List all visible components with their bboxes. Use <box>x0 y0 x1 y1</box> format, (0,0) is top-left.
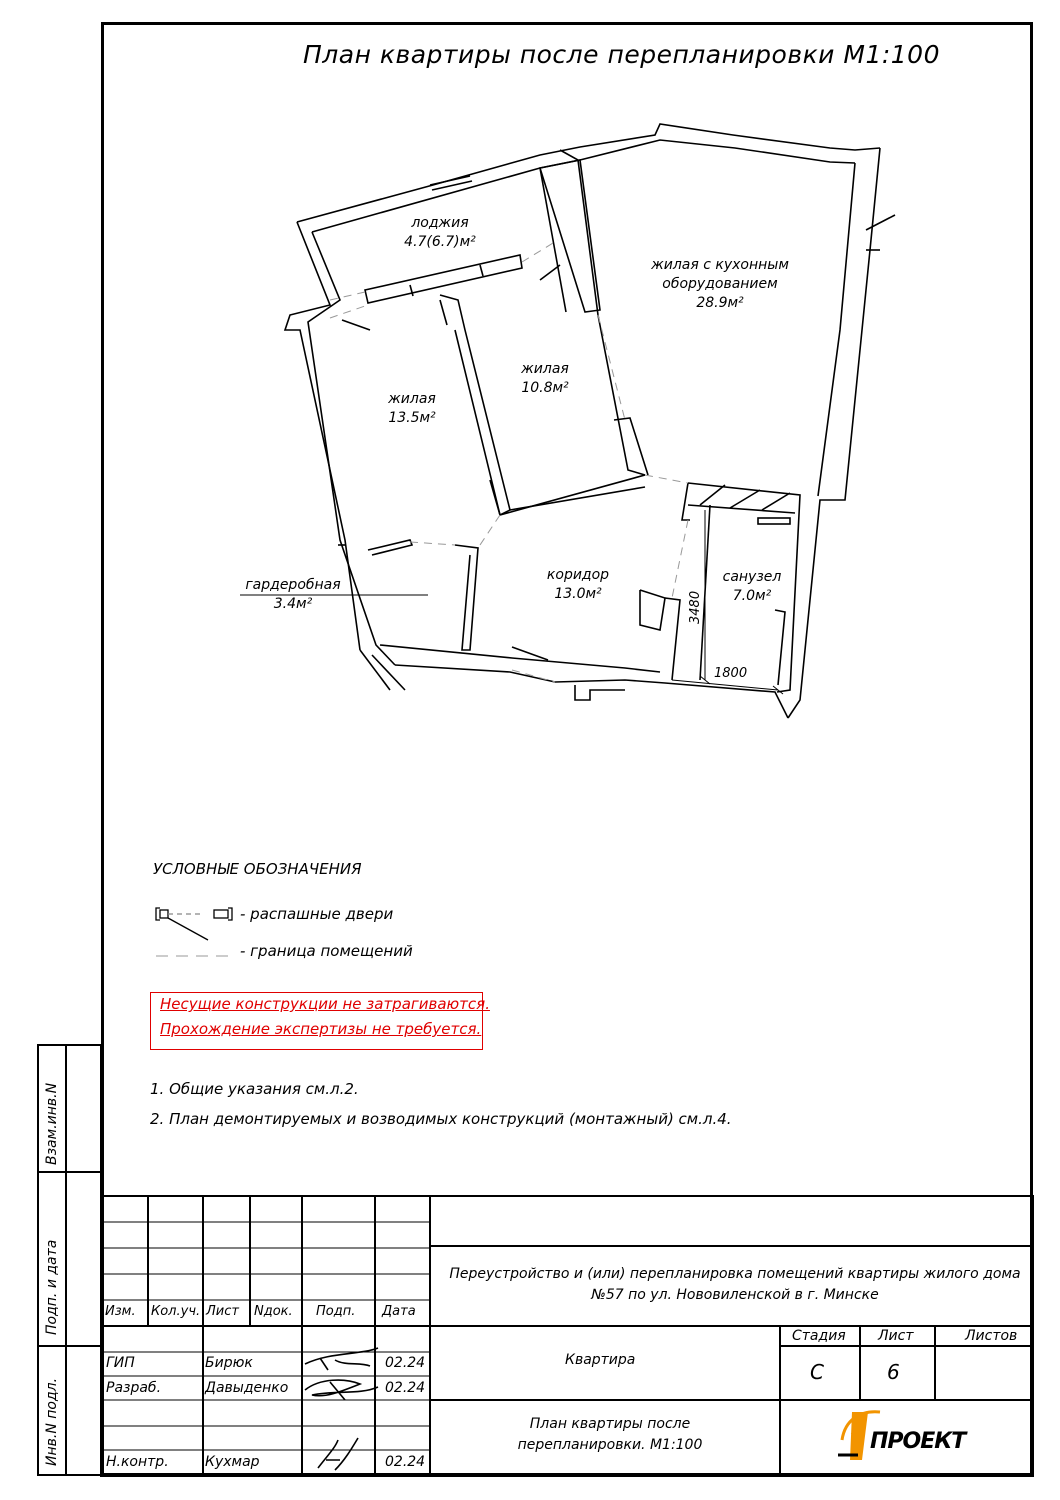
tb-date-nkontr: 02.24 <box>385 1454 426 1470</box>
room-kitchen-living-name-2: оборудованием <box>662 276 778 292</box>
notice-line-1: Несущие конструкции не затрагиваются. <box>160 995 490 1013</box>
wall-kitchen-loggia <box>540 160 600 312</box>
room-kitchen-living-area: 28.9м² <box>696 295 744 311</box>
wall-outer-top <box>297 124 880 222</box>
tb-project-line-2: №57 по ул. Нововиленской в г. Минске <box>591 1287 879 1303</box>
room-living-small <box>505 360 585 398</box>
wall-living-small-bottom <box>500 475 645 515</box>
note-1: 1. Общие указания см.л.2. <box>150 1080 359 1098</box>
legend-heading: УСЛОВНЫЕ ОБОЗНАЧЕНИЯ <box>153 860 362 878</box>
room-bathroom-name: санузел <box>722 569 782 585</box>
room-wardrobe <box>238 576 348 614</box>
room-living-small-name: жилая <box>521 361 569 377</box>
tb-sheet-title <box>460 1414 760 1456</box>
room-wardrobe-area: 3.4м² <box>273 596 313 612</box>
note-2: 2. План демонтируемых и возводимых конструкций (монтажный) см.л.4. <box>150 1110 732 1128</box>
page-title: План квартиры после перепланировки М1:100 <box>303 40 940 69</box>
side-label-vzam: Взам.инв.N <box>44 1082 60 1165</box>
legend-boundary: - граница помещений <box>240 942 413 960</box>
logo-letter: А <box>852 1418 865 1439</box>
room-living-left <box>372 390 452 428</box>
room-corridor <box>538 566 618 604</box>
tb-stage: С <box>810 1360 824 1384</box>
room-corridor-area: 13.0м² <box>554 586 602 602</box>
signatures <box>305 1348 378 1470</box>
tb-header-podp: Подп. <box>316 1304 356 1319</box>
tb-sheet-label: Лист <box>878 1328 914 1344</box>
room-wardrobe-name: гардеробная <box>245 577 341 593</box>
room-living-small-area: 10.8м² <box>521 380 569 396</box>
room-bathroom-area: 7.0м² <box>732 588 772 604</box>
room-living-left-area: 13.5м² <box>388 410 436 426</box>
tb-name-gip: Бирюк <box>205 1355 253 1371</box>
room-loggia-area: 4.7(6.7)м² <box>404 234 476 250</box>
tb-role-gip: ГИП <box>106 1355 135 1371</box>
tb-project-title <box>440 1264 1030 1306</box>
company-logo-text: ПРОЕКТ <box>870 1429 966 1454</box>
dim-bath-width: 1800 <box>714 666 748 681</box>
wall-right-inner <box>818 163 855 496</box>
tb-name-razrab: Давыденко <box>205 1380 289 1396</box>
side-label-inv: Инв.N подл. <box>44 1377 60 1466</box>
tb-sheet: 6 <box>887 1360 900 1384</box>
tb-header-ndok: Nдок. <box>254 1304 293 1319</box>
tb-role-razrab: Разраб. <box>106 1380 162 1396</box>
tb-header-data: Дата <box>382 1304 416 1319</box>
tb-sheet-title-line-2: перепланировки. М1:100 <box>517 1437 703 1453</box>
notice-line-2: Прохождение экспертизы не требуется. <box>160 1020 482 1038</box>
tb-header-kol: Кол.уч. <box>151 1304 201 1319</box>
room-loggia-name: лоджия <box>411 215 469 231</box>
legend-doors: - распашные двери <box>240 905 394 923</box>
room-bathroom <box>712 568 792 606</box>
tb-date-gip: 02.24 <box>385 1355 426 1371</box>
room-corridor-name: коридор <box>546 567 610 583</box>
tb-object: Квартира <box>565 1352 636 1368</box>
tb-project-line-1: Переустройство и (или) перепланировка помещений квартиры жилого дома <box>449 1266 1021 1282</box>
tb-stage-label: Стадия <box>792 1328 846 1344</box>
tb-sheets-label: Листов <box>965 1328 1018 1344</box>
wall-right-outer <box>788 148 880 718</box>
room-kitchen-living-name-1: жилая с кухонным <box>651 257 789 273</box>
room-loggia <box>395 214 485 252</box>
door-swing-loggia <box>540 265 560 280</box>
wall-wardrobe <box>368 540 412 555</box>
dim-bath-height: 3480 <box>688 590 703 624</box>
side-label-podp: Подп. и дата <box>44 1239 60 1335</box>
tb-sheet-title-line-1: План квартиры после <box>529 1416 691 1432</box>
tb-name-nkontr: Кухмар <box>205 1454 260 1470</box>
tb-date-razrab: 02.24 <box>385 1380 426 1396</box>
room-kitchen-living <box>640 256 800 313</box>
tb-role-nkontr: Н.контр. <box>106 1454 169 1470</box>
room-living-left-name: жилая <box>388 391 436 407</box>
tb-header-list: Лист <box>206 1304 239 1319</box>
tb-header-izm: Изм. <box>105 1304 136 1319</box>
